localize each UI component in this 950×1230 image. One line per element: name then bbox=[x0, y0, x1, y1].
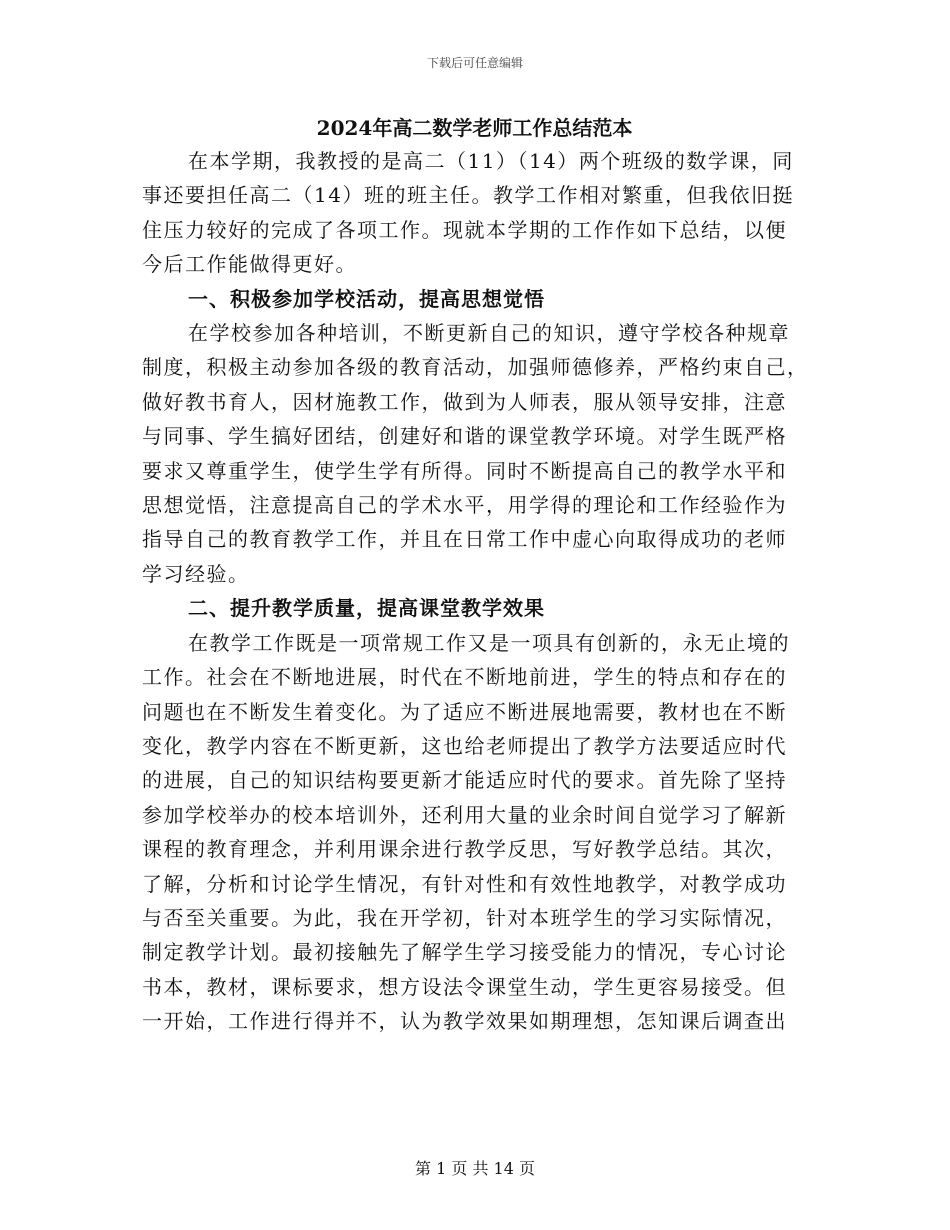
section-2-line: 了解，分析和讨论学生情况，有针对性和有效性地教学，对教学成功 bbox=[142, 871, 787, 896]
section-1-line: 要求又尊重学生，使学生学有所得。同时不断提高自己的教学水平和 bbox=[142, 458, 787, 483]
section-2-line: 的进展，自己的知识结构要更新才能适应时代的要求。首先除了坚持 bbox=[142, 768, 787, 793]
section-1-line: 指导自己的教育教学工作，并且在日常工作中虚心向取得成功的老师 bbox=[142, 527, 787, 552]
intro-line: 事还要担任高二（14）班的班主任。教学工作相对繁重，但我依旧挺 bbox=[142, 183, 794, 208]
section-1-line: 在学校参加各种培训，不断更新自己的知识，遵守学校各种规章 bbox=[188, 321, 790, 346]
section-2-heading: 二、提升教学质量，提高课堂教学效果 bbox=[188, 596, 545, 621]
intro-line: 住压力较好的完成了各项工作。现就本学期的工作作如下总结，以便 bbox=[142, 217, 787, 242]
intro-line: 今后工作能做得更好。 bbox=[142, 252, 357, 277]
document-body bbox=[142, 112, 807, 1039]
section-2-line: 制定教学计划。最初接触先了解学生学习接受能力的情况，专心讨论 bbox=[142, 940, 787, 965]
section-2-line: 书本，教材，课标要求，想方设法令课堂生动，学生更容易接受。但 bbox=[142, 974, 787, 999]
section-1-line: 制度，积极主动参加各级的教育活动，加强师德修养，严格约束自己， bbox=[142, 355, 809, 380]
section-2-line: 参加学校举办的校本培训外，还利用大量的业余时间自觉学习了解新 bbox=[142, 802, 787, 827]
document-title: 2024年高二数学老师工作总结范本 bbox=[316, 116, 633, 140]
section-2-line: 一开始，工作进行得并不，认为教学效果如期理想，怎知课后调查出 bbox=[142, 1009, 787, 1034]
section-2-paragraph bbox=[142, 626, 807, 1039]
section-2-line: 问题也在不断发生着变化。为了适应不断进展地需要，教材也在不断 bbox=[142, 699, 787, 724]
section-2-line: 课程的教育理念，并利用课余进行教学反思，写好教学总结。其次， bbox=[142, 837, 787, 862]
intro-line: 在本学期，我教授的是高二（11）（14）两个班级的数学课，同 bbox=[188, 149, 794, 173]
section-2-line: 工作。社会在不断地进展，时代在不断地前进，学生的特点和存在的 bbox=[142, 665, 787, 690]
section-1-line: 做好教书育人，因材施教工作，做到为人师表，服从领导安排，注意 bbox=[142, 389, 787, 414]
page-number-footer: 第 1 页 共 14 页 bbox=[415, 1159, 535, 1178]
section-1-line: 学习经验。 bbox=[142, 561, 250, 586]
section-1-line: 思想觉悟，注意提高自己的学术水平，用学得的理论和工作经验作为 bbox=[142, 493, 787, 518]
section-1-heading: 一、积极参加学校活动，提高思想觉悟 bbox=[188, 286, 545, 311]
section-1-paragraph bbox=[142, 316, 807, 591]
section-2-line: 变化，教学内容在不断更新，这也给老师提出了教学方法要适应时代 bbox=[142, 733, 787, 758]
section-2-line: 在教学工作既是一项常规工作又是一项具有创新的，永无止境的 bbox=[188, 630, 790, 655]
section-2-line: 与否至关重要。为此，我在开学初，针对本班学生的学习实际情况， bbox=[142, 905, 787, 930]
intro-paragraph bbox=[142, 144, 807, 282]
section-1-line: 与同事、学生搞好团结，创建好和谐的课堂教学环境。对学生既严格 bbox=[142, 424, 787, 449]
page-header-note: 下载后可任意编辑 bbox=[426, 56, 523, 70]
